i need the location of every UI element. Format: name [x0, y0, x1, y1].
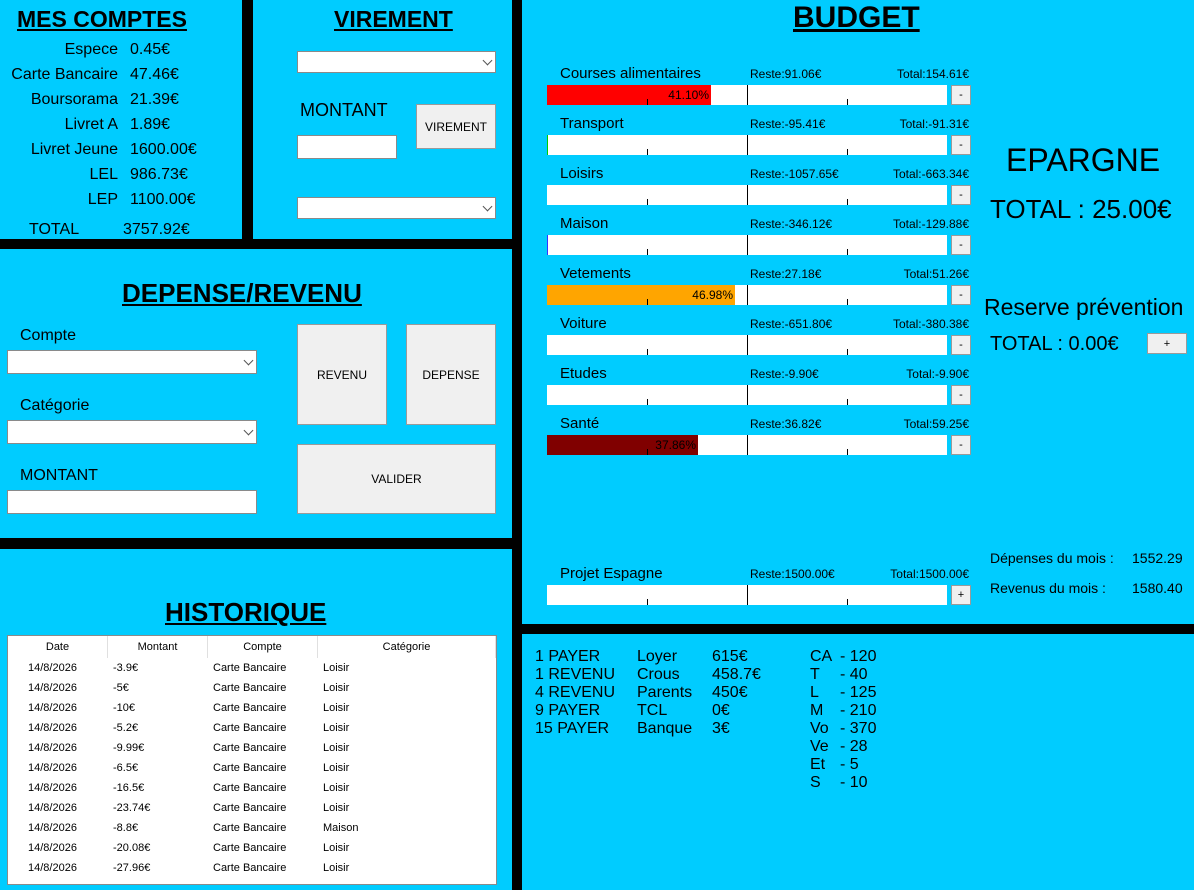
budget-total: Total:59.25€: [903, 417, 969, 431]
table-cell: Carte Bancaire: [213, 702, 287, 714]
budget-remove-button[interactable]: -: [951, 285, 971, 305]
historique-title: HISTORIQUE: [165, 597, 327, 627]
bar-tick: [647, 199, 648, 205]
table-cell: Loisir: [323, 762, 350, 774]
compte-label: Compte: [20, 327, 77, 344]
table-cell: 14/8/2026: [28, 782, 77, 794]
bar-tick: [647, 149, 648, 155]
budget-reste: Reste:1500.00€: [750, 567, 835, 581]
budget-total: Total:-9.90€: [906, 367, 969, 381]
table-cell: 14/8/2026: [28, 822, 77, 834]
compte-value: 47.46€: [130, 66, 179, 83]
table-cell: -6.5€: [113, 762, 139, 774]
compte-name: LEP: [87, 191, 118, 208]
categorie-label: Catégorie: [20, 397, 90, 414]
bar-tick: [647, 249, 648, 255]
table-row[interactable]: [8, 718, 496, 738]
bar-tick: [847, 149, 848, 155]
reserve-title: Reserve prévention: [984, 294, 1184, 320]
depenses-mois-label: Dépenses du mois :: [990, 550, 1114, 566]
table-cell: -27.96€: [113, 862, 151, 874]
column-header[interactable]: Catégorie: [318, 636, 496, 658]
budget-category-label: Maison: [560, 215, 609, 232]
compte-value: 1600.00€: [130, 141, 197, 158]
table-cell: 14/8/2026: [28, 662, 77, 674]
chevron-down-icon: [244, 356, 254, 366]
budget-total: Total:51.26€: [903, 267, 969, 281]
table-cell: Maison: [323, 822, 359, 834]
bar-midline: [747, 85, 748, 105]
budget-reste: Reste:-1057.65€: [750, 167, 839, 181]
bar-tick: [847, 99, 848, 105]
code-name: M: [810, 702, 824, 719]
table-cell: Loisir: [323, 862, 350, 874]
table-row[interactable]: [8, 738, 496, 758]
budget-remove-button[interactable]: -: [951, 135, 971, 155]
bar-midline: [747, 335, 748, 355]
table-row[interactable]: [8, 838, 496, 858]
montant-input[interactable]: [7, 490, 257, 514]
budget-category-label: Vetements: [560, 265, 631, 282]
depense-title: DEPENSE/REVENU: [122, 278, 362, 308]
budget-percent: 41.10%: [668, 88, 709, 102]
bar-tick: [647, 599, 648, 605]
budget-progress-bar: [547, 585, 947, 605]
table-cell: -5.2€: [113, 722, 139, 734]
depenses-mois-value: 1552.29: [1132, 550, 1183, 566]
payment-amount: 0€: [712, 702, 730, 719]
budget-category-label: Courses alimentaires: [560, 65, 701, 82]
budget-add-button[interactable]: +: [951, 585, 971, 605]
table-cell: 14/8/2026: [28, 722, 77, 734]
code-name: L: [810, 684, 819, 701]
compte-name: Livret Jeune: [30, 141, 118, 158]
payment-what: Banque: [637, 720, 693, 737]
epargne-total: TOTAL : 25.00€: [990, 194, 1172, 224]
code-name: Ve: [810, 738, 829, 755]
table-row[interactable]: [8, 818, 496, 838]
valider-button[interactable]: VALIDER: [297, 444, 496, 514]
compte-name: Carte Bancaire: [11, 66, 118, 83]
bar-tick: [847, 299, 848, 305]
budget-remove-button[interactable]: -: [951, 335, 971, 355]
table-row[interactable]: [8, 858, 496, 878]
budget-total: Total:-91.31€: [899, 117, 969, 131]
table-cell: Carte Bancaire: [213, 682, 287, 694]
bar-tick: [647, 99, 648, 105]
budget-reste: Reste:36.82€: [750, 417, 822, 431]
payment-when: 4 REVENU: [535, 684, 616, 701]
budget-progress-bar: [547, 85, 947, 105]
table-cell: 14/8/2026: [28, 762, 77, 774]
code-value: - 5: [840, 756, 859, 773]
table-cell: 14/8/2026: [28, 702, 77, 714]
code-value: - 370: [840, 720, 877, 737]
budget-progress-bar: [547, 435, 947, 455]
chevron-down-icon: [483, 56, 493, 66]
budget-progress-bar: [547, 335, 947, 355]
payment-amount: 450€: [712, 684, 748, 701]
budget-progress-bar: [547, 385, 947, 405]
code-value: - 40: [840, 666, 868, 683]
table-cell: Loisir: [323, 782, 350, 794]
categorie-select[interactable]: [7, 420, 257, 444]
budget-remove-button[interactable]: -: [951, 85, 971, 105]
code-value: - 28: [840, 738, 868, 755]
bar-midline: [747, 235, 748, 255]
column-header[interactable]: Compte: [208, 636, 318, 658]
budget-remove-button[interactable]: -: [951, 185, 971, 205]
budget-progress-fill: [547, 135, 548, 155]
table-cell: Loisir: [323, 742, 350, 754]
bar-tick: [647, 399, 648, 405]
bar-midline: [747, 135, 748, 155]
budget-total: Total:-129.88€: [892, 217, 969, 231]
bar-tick: [647, 349, 648, 355]
table-cell: Carte Bancaire: [213, 862, 287, 874]
bar-midline: [747, 185, 748, 205]
budget-total: Total:-380.38€: [892, 317, 969, 331]
payment-what: TCL: [637, 702, 668, 719]
budget-total: Total:-663.34€: [892, 167, 969, 181]
budget-percent: 37.86%: [655, 438, 696, 452]
table-cell: Loisir: [323, 702, 350, 714]
bar-tick: [847, 599, 848, 605]
code-name: CA: [810, 648, 833, 665]
table-cell: -8.8€: [113, 822, 139, 834]
payment-when: 1 REVENU: [535, 666, 616, 683]
budget-remove-button[interactable]: -: [951, 385, 971, 405]
compte-name: Livret A: [64, 116, 118, 133]
code-value: - 125: [840, 684, 877, 701]
table-cell: -23.74€: [113, 802, 151, 814]
bar-midline: [747, 385, 748, 405]
table-cell: -20.08€: [113, 842, 151, 854]
epargne-title: EPARGNE: [1006, 142, 1161, 178]
budget-reste: Reste:-95.41€: [750, 117, 826, 131]
table-cell: Carte Bancaire: [213, 802, 287, 814]
table-cell: Carte Bancaire: [213, 742, 287, 754]
budget-title: BUDGET: [793, 1, 920, 34]
table-cell: Carte Bancaire: [213, 822, 287, 834]
bar-tick: [647, 449, 648, 455]
table-cell: Loisir: [323, 802, 350, 814]
chevron-down-icon: [244, 426, 254, 436]
virement-montant-label: MONTANT: [300, 100, 388, 120]
budget-category-label: Transport: [560, 115, 624, 132]
budget-category-label: Etudes: [560, 365, 607, 382]
budget-remove-button[interactable]: -: [951, 235, 971, 255]
comptes-title: MES COMPTES: [17, 6, 187, 32]
budget-reste: Reste:27.18€: [750, 267, 822, 281]
table-cell: Carte Bancaire: [213, 782, 287, 794]
table-cell: 14/8/2026: [28, 682, 77, 694]
budget-progress-fill: [547, 235, 548, 255]
budget-percent: 46.98%: [692, 288, 733, 302]
budget-category-label: Projet Espagne: [560, 565, 663, 582]
comptes-total-value: 3757.92€: [123, 221, 190, 238]
budget-progress-bar: [547, 135, 947, 155]
code-value: - 120: [840, 648, 877, 665]
payment-when: 9 PAYER: [535, 702, 601, 719]
payment-amount: 458.7€: [712, 666, 761, 683]
table-cell: -16.5€: [113, 782, 145, 794]
table-row[interactable]: [8, 678, 496, 698]
code-name: S: [810, 774, 821, 791]
code-value: - 10: [840, 774, 868, 791]
code-name: T: [810, 666, 820, 683]
depense-button[interactable]: DEPENSE: [406, 324, 496, 425]
compte-select[interactable]: [7, 350, 257, 374]
virement-montant-input[interactable]: [297, 135, 397, 159]
chevron-down-icon: [483, 202, 493, 212]
table-row[interactable]: [8, 698, 496, 718]
table-cell: -5€: [113, 682, 129, 694]
table-cell: 14/8/2026: [28, 802, 77, 814]
column-header[interactable]: Date: [8, 636, 108, 658]
bar-midline: [747, 435, 748, 455]
bar-tick: [847, 249, 848, 255]
code-value: - 210: [840, 702, 877, 719]
historique-header: [8, 636, 496, 658]
reserve-add-button[interactable]: +: [1147, 333, 1187, 354]
table-cell: Loisir: [323, 842, 350, 854]
budget-reste: Reste:-651.80€: [750, 317, 833, 331]
budget-total: Total:154.61€: [896, 67, 969, 81]
virement-title: VIREMENT: [334, 6, 453, 32]
table-cell: -3.9€: [113, 662, 139, 674]
budget-reste: Reste:91.06€: [750, 67, 822, 81]
budget-remove-button[interactable]: -: [951, 435, 971, 455]
montant-label: MONTANT: [20, 467, 98, 484]
budget-progress-bar: [547, 285, 947, 305]
bar-tick: [647, 299, 648, 305]
budget-category-label: Voiture: [560, 315, 607, 332]
column-header[interactable]: Montant: [108, 636, 208, 658]
reserve-total: TOTAL : 0.00€: [990, 333, 1119, 355]
compte-value: 1100.00€: [130, 191, 196, 208]
budget-category-label: Loisirs: [560, 165, 604, 182]
table-cell: Loisir: [323, 722, 350, 734]
compte-name: Boursorama: [30, 91, 118, 108]
compte-name: Espece: [64, 41, 118, 58]
payment-what: Parents: [637, 684, 693, 701]
virement-from-select[interactable]: [297, 51, 496, 73]
revenus-mois-label: Revenus du mois :: [990, 580, 1106, 596]
compte-value: 21.39€: [130, 91, 179, 108]
table-cell: Carte Bancaire: [213, 722, 287, 734]
bar-tick: [847, 199, 848, 205]
table-cell: -9.99€: [113, 742, 145, 754]
table-row[interactable]: [8, 658, 496, 678]
budget-total: Total:1500.00€: [890, 567, 969, 581]
revenu-button[interactable]: REVENU: [297, 324, 387, 425]
budget-reste: Reste:-346.12€: [750, 217, 833, 231]
code-name: Vo: [810, 720, 829, 737]
compte-value: 0.45€: [130, 41, 171, 58]
compte-value: 1.89€: [130, 116, 171, 133]
compte-name: LEL: [89, 166, 118, 183]
comptes-total-label: TOTAL: [29, 221, 80, 238]
table-row[interactable]: [8, 758, 496, 778]
budget-progress-bar: [547, 235, 947, 255]
payment-amount: 615€: [712, 648, 748, 665]
payment-what: Loyer: [637, 648, 678, 665]
payment-amount: 3€: [712, 720, 730, 737]
table-cell: Loisir: [323, 662, 350, 674]
virement-button[interactable]: VIREMENT: [416, 104, 496, 149]
table-cell: 14/8/2026: [28, 742, 77, 754]
table-cell: -10€: [113, 702, 136, 714]
compte-value: 986.73€: [130, 166, 188, 183]
table-cell: Carte Bancaire: [213, 762, 287, 774]
table-cell: 14/8/2026: [28, 842, 77, 854]
historique-table[interactable]: [7, 635, 497, 885]
bar-midline: [747, 585, 748, 605]
payment-when: 15 PAYER: [535, 720, 610, 737]
budget-progress-bar: [547, 185, 947, 205]
revenus-mois-value: 1580.40: [1132, 580, 1183, 596]
table-cell: 14/8/2026: [28, 862, 77, 874]
code-name: Et: [810, 756, 826, 773]
payment-what: Crous: [637, 666, 680, 683]
table-cell: Carte Bancaire: [213, 842, 287, 854]
bar-tick: [847, 399, 848, 405]
budget-category-label: Santé: [560, 415, 600, 432]
bar-midline: [747, 285, 748, 305]
table-row[interactable]: [8, 778, 496, 798]
table-cell: Loisir: [323, 682, 350, 694]
virement-to-select[interactable]: [297, 197, 496, 219]
table-cell: Carte Bancaire: [213, 662, 287, 674]
table-row[interactable]: [8, 798, 496, 818]
bar-tick: [847, 349, 848, 355]
budget-reste: Reste:-9.90€: [750, 367, 819, 381]
payment-when: 1 PAYER: [535, 648, 601, 665]
bar-tick: [847, 449, 848, 455]
